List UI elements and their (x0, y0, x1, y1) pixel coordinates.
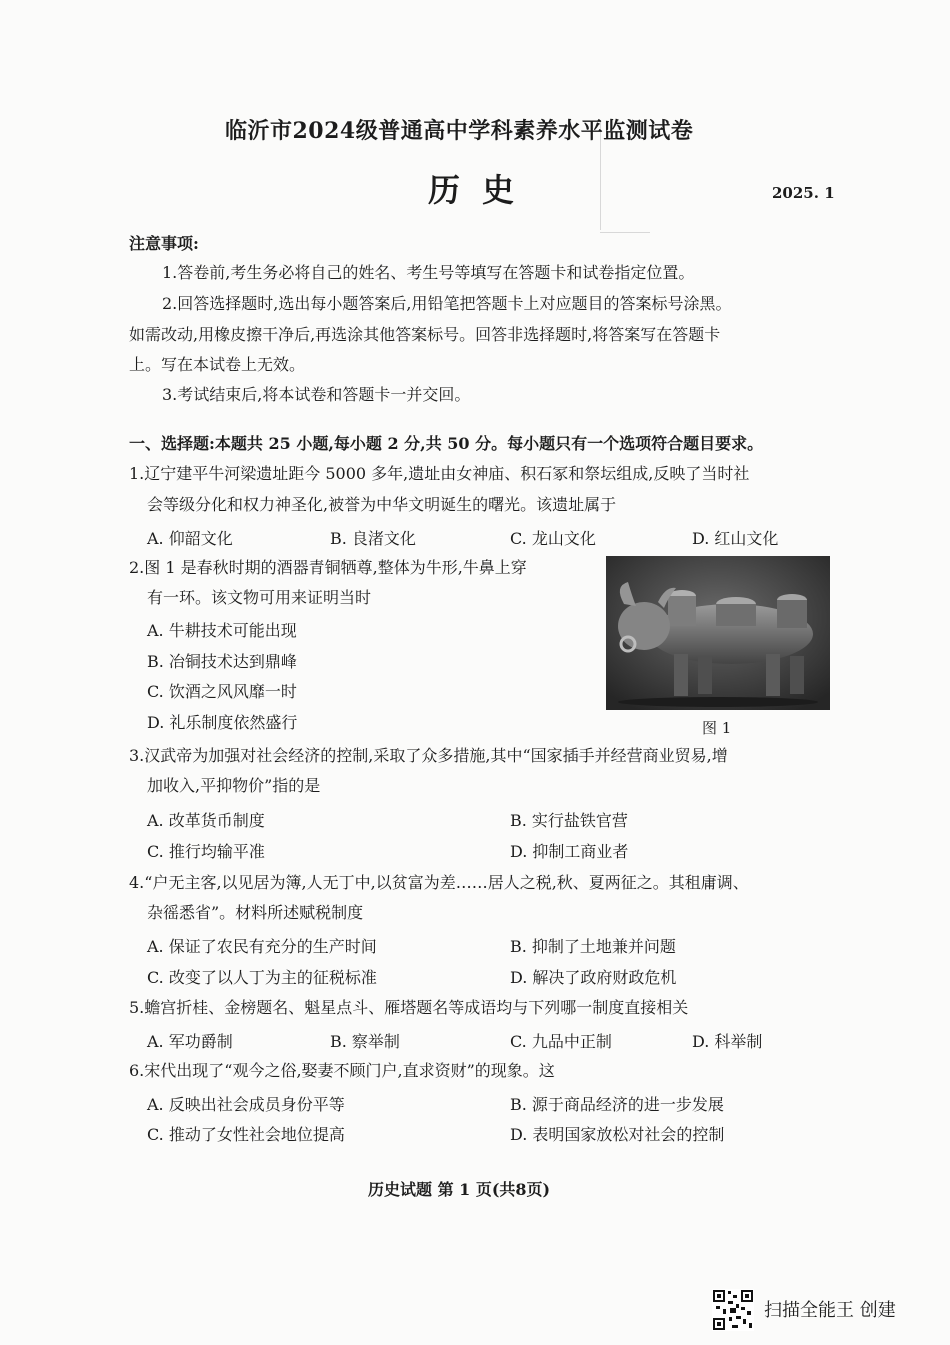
question-5-option-c: C. 九品中正制 (510, 1032, 612, 1051)
bleed-through-artifact (600, 232, 650, 233)
figure-caption: 图 1 (702, 719, 732, 737)
notice-item: 如需改动,用橡皮擦干净后,再选涂其他答案标号。回答非选择题时,将答案写在答题卡 (129, 325, 721, 344)
question-4-option-a: A. 保证了农民有充分的生产时间 (147, 937, 377, 956)
question-4-stem: 杂徭悉省”。材料所述赋税制度 (147, 903, 364, 922)
qr-code-icon (712, 1289, 754, 1331)
exam-title: 临沂市2024级普通高中学科素养水平监测试卷 (225, 118, 694, 144)
question-1-stem: 1.辽宁建平牛河梁遗址距今 5000 多年,遗址由女神庙、积石冢和祭坛组成,反映了当时社 (129, 464, 750, 483)
question-4-option-d: D. 解决了政府财政危机 (510, 968, 677, 987)
question-6-option-c: C. 推动了女性社会地位提高 (147, 1125, 345, 1144)
question-2-stem: 有一环。该文物可用来证明当时 (147, 588, 372, 607)
question-1-stem: 会等级分化和权力神圣化,被誉为中华文明诞生的曙光。该遗址属于 (147, 495, 617, 514)
question-5-option-a: A. 军功爵制 (147, 1032, 233, 1051)
bronze-ox-vessel-image (606, 556, 830, 710)
section-heading: 一、选择题:本题共 25 小题,每小题 2 分,共 50 分。每小题只有一个选项符合题目要求。 (129, 434, 764, 453)
question-6-option-d: D. 表明国家放松对社会的控制 (510, 1125, 725, 1144)
question-2-option-b: B. 冶铜技术达到鼎峰 (147, 652, 297, 671)
question-5-stem: 5.蟾宫折桂、金榜题名、魁星点斗、雁塔题名等成语均与下列哪一制度直接相关 (129, 998, 689, 1017)
scanner-watermark: 扫描全能王 创建 (764, 1300, 896, 1321)
question-1-option-d: D. 红山文化 (692, 529, 779, 548)
question-3-option-d: D. 抑制工商业者 (510, 842, 629, 861)
exam-date: 2025. 1 (772, 184, 835, 202)
notice-item: 1.答卷前,考生务必将自己的姓名、考生号等填写在答题卡和试卷指定位置。 (162, 263, 695, 282)
question-2-option-d: D. 礼乐制度依然盛行 (147, 713, 298, 732)
question-3-option-c: C. 推行均输平准 (147, 842, 265, 861)
question-6-option-b: B. 源于商品经济的进一步发展 (510, 1095, 724, 1114)
question-3-option-b: B. 实行盐铁官营 (510, 811, 628, 830)
question-1-option-c: C. 龙山文化 (510, 529, 596, 548)
question-4-stem: 4.“户无主客,以见居为簿,人无丁中,以贫富为差……居人之税,秋、夏两征之。其租庸调、 (129, 873, 749, 892)
question-2-stem: 2.图 1 是春秋时期的酒器青铜牺尊,整体为牛形,牛鼻上穿 (129, 558, 527, 577)
question-6-option-a: A. 反映出社会成员身份平等 (147, 1095, 345, 1114)
page-footer: 历史试题 第 1 页(共8页) (368, 1180, 551, 1199)
question-4-option-c: C. 改变了以人丁为主的征税标准 (147, 968, 377, 987)
question-3-stem: 3.汉武帝为加强对社会经济的控制,采取了众多措施,其中“国家插手并经营商业贸易,增 (129, 746, 728, 765)
question-5-option-d: D. 科举制 (692, 1032, 763, 1051)
notice-item: 2.回答选择题时,选出每小题答案后,用铅笔把答题卡上对应题目的答案标号涂黑。 (162, 294, 732, 313)
question-4-option-b: B. 抑制了土地兼并问题 (510, 937, 676, 956)
notice-item: 上。写在本试卷上无效。 (129, 355, 306, 374)
question-3-option-a: A. 改革货币制度 (147, 811, 265, 830)
subject-title: 历史 (428, 171, 537, 209)
question-2-option-c: C. 饮酒之风风靡一时 (147, 682, 297, 701)
question-5-option-b: B. 察举制 (330, 1032, 400, 1051)
question-2-option-a: A. 牛耕技术可能出现 (147, 621, 297, 640)
question-3-stem: 加收入,平抑物价”指的是 (147, 776, 321, 795)
notice-item: 3.考试结束后,将本试卷和答题卡一并交回。 (162, 385, 471, 404)
question-1-option-b: B. 良渚文化 (330, 529, 416, 548)
question-6-stem: 6.宋代出现了“观今之俗,娶妻不顾门户,直求资财”的现象。这 (129, 1061, 555, 1080)
notice-heading: 注意事项: (129, 234, 199, 253)
question-1-option-a: A. 仰韶文化 (147, 529, 233, 548)
